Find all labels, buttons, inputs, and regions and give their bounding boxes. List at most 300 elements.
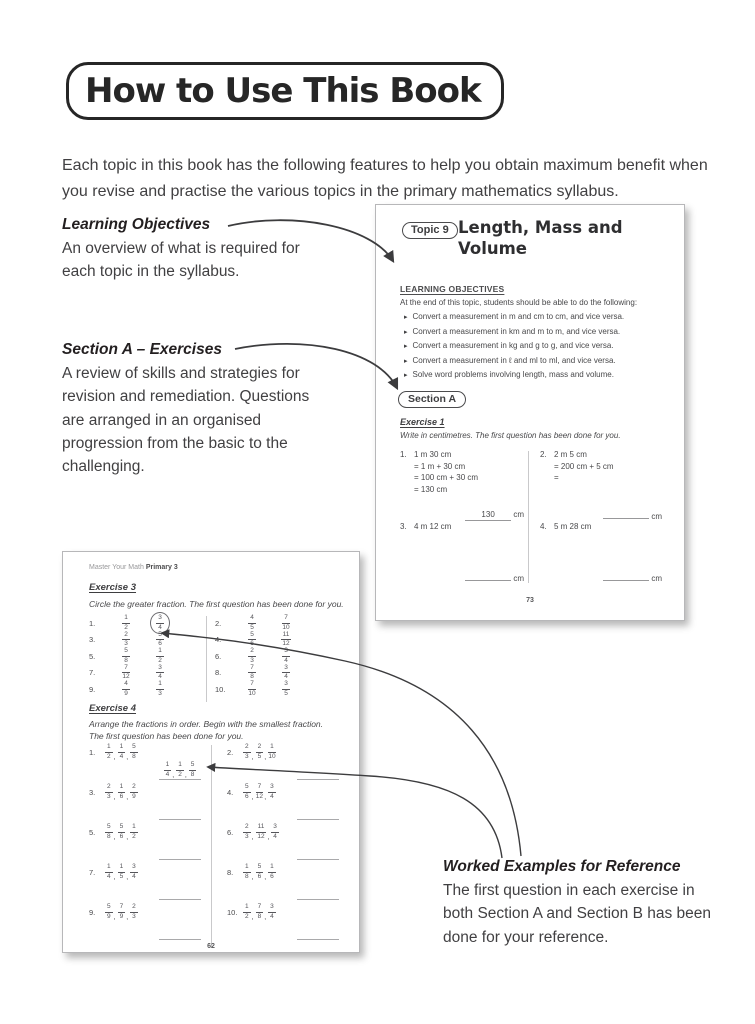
- fraction-slot: [143, 665, 177, 681]
- exercise4-question: [89, 864, 211, 904]
- exercise3-item: [215, 632, 341, 649]
- denominator: 4: [165, 770, 170, 778]
- working-line: [400, 521, 528, 533]
- fraction: [282, 615, 290, 631]
- question-row: [227, 784, 349, 800]
- numerator: 11: [256, 824, 267, 833]
- fraction-slot: [235, 681, 269, 697]
- exercise3-item: [89, 681, 207, 698]
- numerator: 7: [248, 681, 256, 690]
- exercise4-question: [89, 784, 211, 824]
- fraction: [256, 903, 267, 921]
- denominator: 8: [257, 912, 262, 920]
- column-divider: [211, 745, 212, 947]
- fraction: [122, 615, 130, 631]
- exercise4-question: [227, 744, 349, 784]
- denominator: 9: [107, 912, 111, 920]
- fraction: [118, 743, 129, 761]
- comma: ,: [251, 794, 254, 801]
- comma: ,: [251, 834, 254, 841]
- comma: ,: [264, 914, 267, 921]
- fraction-slot: [143, 648, 177, 664]
- denominator: 12: [282, 640, 290, 648]
- question-number: 4.: [540, 522, 547, 531]
- objective-text: Convert a measurement in kg and g to g, and vice versa.: [412, 341, 614, 350]
- numerator: 3: [282, 665, 290, 674]
- working-line: = 130 cm: [414, 484, 448, 494]
- exercise1-question: [400, 449, 528, 521]
- fraction: [248, 665, 256, 681]
- triangle-bullet-icon: ▸: [404, 328, 408, 336]
- comma: ,: [126, 914, 129, 921]
- question-number: 9.: [89, 684, 96, 694]
- numerator: 7: [256, 784, 264, 793]
- numerator: 3: [156, 665, 164, 674]
- fraction: [268, 864, 276, 880]
- question-number: 7.: [89, 668, 96, 678]
- denominator: 6: [245, 792, 249, 800]
- denominator: 8: [132, 752, 136, 760]
- annotation-learning-objectives: [62, 216, 312, 284]
- numerator: 2: [122, 632, 130, 641]
- numerator: 1: [105, 864, 113, 873]
- denominator: 3: [158, 689, 162, 697]
- comma: ,: [251, 914, 254, 921]
- exercise4-question: [227, 824, 349, 864]
- denominator: 12: [255, 792, 263, 800]
- fraction-list: [105, 824, 138, 840]
- numerator: 1: [118, 744, 126, 753]
- fraction-slot: [235, 665, 269, 681]
- exercise1-instructions: Write in centimetres. The first question has been done for you.: [400, 431, 621, 440]
- answer-line: [297, 778, 339, 780]
- comma: ,: [113, 794, 116, 801]
- denominator: 4: [158, 673, 162, 681]
- fraction: [243, 784, 251, 800]
- question-row: [89, 744, 211, 760]
- denominator: 9: [119, 912, 124, 920]
- fraction: [156, 665, 164, 681]
- question-number: 3.: [400, 522, 407, 531]
- numerator: 2: [243, 824, 251, 833]
- denominator: 9: [132, 792, 136, 800]
- numerator: 2: [105, 784, 113, 793]
- numerator: 1: [243, 904, 251, 913]
- numerator: 3: [130, 864, 138, 873]
- question-number: 1.: [89, 618, 96, 628]
- fraction: [255, 783, 267, 801]
- fraction: [105, 824, 113, 840]
- answer-line: [297, 858, 339, 860]
- fraction: [243, 904, 251, 920]
- fraction: [268, 904, 276, 920]
- denominator: 10: [248, 689, 256, 697]
- exercise3-item: [89, 648, 207, 665]
- annotation-section-a: [62, 341, 320, 478]
- question-text: 2 m 5 cm: [554, 450, 587, 459]
- exercise3-item: [215, 665, 341, 682]
- numerator: 5: [105, 824, 113, 833]
- question-row: [227, 864, 349, 880]
- exercise1-label: Exercise 1: [400, 417, 445, 427]
- answer-blank: [159, 818, 201, 820]
- fraction-slot: [143, 681, 177, 697]
- denominator: 5: [119, 872, 124, 880]
- question-row: [89, 864, 211, 880]
- answer-blank: 130: [465, 510, 511, 521]
- question-text: 5 m 28 cm: [554, 522, 592, 531]
- answer-blank: [159, 898, 201, 900]
- question-number: 2.: [540, 450, 547, 459]
- exercise3-items: [89, 615, 341, 698]
- numerator: 2: [130, 904, 138, 913]
- objective-text: Solve word problems involving length, mass and volume.: [412, 370, 614, 379]
- answer-blank: [465, 570, 511, 581]
- comma: ,: [126, 794, 129, 801]
- fraction-slot: [109, 632, 143, 648]
- numerator: 5: [256, 864, 264, 873]
- fraction: [156, 632, 164, 648]
- comma: ,: [251, 874, 254, 881]
- denominator: 2: [245, 912, 249, 920]
- objective-item: [404, 325, 624, 340]
- denominator: 9: [124, 689, 128, 697]
- denominator: 5: [250, 623, 254, 631]
- denominator: 5: [257, 752, 262, 760]
- numerator: 7: [282, 615, 290, 624]
- exercise4-question: [227, 784, 349, 824]
- question-number: 2.: [215, 618, 222, 628]
- working-line: [540, 449, 666, 461]
- worked-answer: [159, 762, 201, 780]
- fraction-slot: [269, 632, 303, 648]
- numerator: 2: [256, 744, 264, 753]
- numerator: 1: [105, 744, 113, 753]
- exercise3-label: Exercise 3: [89, 582, 137, 593]
- exercise3-item: [215, 648, 341, 665]
- fraction-slot: [269, 665, 303, 681]
- denominator: 8: [245, 872, 249, 880]
- fraction: [118, 903, 129, 921]
- denominator: 6: [119, 832, 124, 840]
- exercise1-question: [400, 521, 528, 583]
- running-header-level: Primary 3: [145, 564, 178, 571]
- numerator: 3: [268, 904, 276, 913]
- denominator: 3: [250, 656, 254, 664]
- answer-blank: [603, 570, 649, 581]
- page-number: 73: [526, 597, 534, 604]
- working-line: = 200 cm + 5 cm: [554, 461, 614, 471]
- fraction: [118, 863, 129, 881]
- numerator: 1: [118, 864, 126, 873]
- denominator: 3: [124, 640, 128, 648]
- fraction: [105, 744, 113, 760]
- exercise1-question: [540, 449, 666, 521]
- numerator: 1: [268, 744, 276, 753]
- numerator: 3: [282, 681, 290, 690]
- triangle-bullet-icon: ▸: [404, 357, 408, 365]
- question-number: 10.: [215, 684, 226, 694]
- working-lines: [540, 449, 666, 484]
- question-number: 1.: [89, 747, 96, 757]
- answer-line: [159, 818, 201, 820]
- numerator: 1: [268, 864, 276, 873]
- exercise4-question: [89, 904, 211, 944]
- numerator: 5: [105, 904, 113, 913]
- answer-line: [159, 938, 201, 940]
- fraction: [256, 863, 267, 881]
- comma: ,: [113, 754, 116, 761]
- objective-item: [404, 368, 624, 383]
- fraction: [122, 665, 130, 681]
- triangle-bullet-icon: ▸: [404, 343, 408, 350]
- question-row: [89, 904, 211, 920]
- question-number: 2.: [227, 747, 234, 757]
- exercise3-item: [89, 615, 207, 632]
- fraction: [282, 648, 290, 664]
- fraction: [248, 632, 256, 648]
- fraction: [130, 784, 138, 800]
- fraction: [105, 864, 113, 880]
- fraction-slot: [235, 632, 269, 648]
- denominator: 8: [107, 832, 111, 840]
- topic-badge: Topic 9: [402, 222, 458, 239]
- question-number: 4.: [227, 787, 234, 797]
- comma: ,: [126, 754, 129, 761]
- fraction: [248, 615, 256, 631]
- working-lines: [400, 521, 528, 533]
- answer-area: [540, 570, 666, 583]
- fraction-list: [105, 744, 138, 760]
- annotation-body: A review of skills and strategies for revision and remediation. Questions are arranged in an organised progression from the basic to the challenging.: [62, 365, 310, 475]
- numerator: 7: [256, 904, 264, 913]
- exercise4-question: [89, 824, 211, 864]
- numerator: 5: [189, 762, 197, 771]
- objective-text: Convert a measurement in m and cm to cm, and vice versa.: [412, 312, 625, 321]
- numerator: 5: [243, 784, 251, 793]
- fraction: [268, 744, 276, 760]
- answer-blank: [297, 898, 339, 900]
- running-header: [89, 564, 178, 571]
- fraction: [243, 744, 251, 760]
- denominator: 10: [268, 752, 276, 760]
- comma: ,: [113, 834, 116, 841]
- denominator: 10: [282, 623, 290, 631]
- fraction-slot: [109, 681, 143, 697]
- denominator: 4: [132, 872, 136, 880]
- numerator: 1: [164, 762, 172, 771]
- fraction-slot: [109, 615, 143, 631]
- working-line: = 100 cm + 30 cm: [414, 473, 479, 482]
- denominator: 8: [190, 770, 195, 778]
- exercise3-item: [215, 681, 341, 698]
- numerator: 3: [156, 615, 164, 624]
- fraction: [130, 864, 138, 880]
- exercise4-items: [89, 744, 349, 944]
- comma: ,: [264, 874, 267, 881]
- question-row: [227, 744, 349, 760]
- denominator: 6: [257, 872, 262, 880]
- exercise1-question: [540, 521, 666, 583]
- answer-line: [297, 898, 339, 900]
- numerator: 3: [271, 824, 279, 833]
- answer-blank: [297, 938, 339, 940]
- exercise3-item: [89, 632, 207, 649]
- numerator: 7: [118, 904, 126, 913]
- fraction: [271, 824, 279, 840]
- objective-item: [404, 354, 624, 369]
- comma: ,: [264, 754, 267, 761]
- denominator: 2: [107, 752, 111, 760]
- answer-line: [297, 818, 339, 820]
- numerator: 1: [130, 824, 138, 833]
- denominator: 8: [124, 656, 128, 664]
- numerator: 4: [248, 615, 256, 624]
- fraction: [122, 632, 130, 648]
- answer-blank: [159, 858, 201, 860]
- sample-page-73: [375, 204, 685, 621]
- fraction: [268, 784, 276, 800]
- numerator: 1: [118, 784, 126, 793]
- comma: ,: [126, 874, 129, 881]
- denominator: 6: [119, 792, 124, 800]
- numerator: 5: [156, 632, 164, 641]
- numerator: 1: [243, 864, 251, 873]
- question-number: 3.: [89, 635, 96, 645]
- exercise3-item: [89, 665, 207, 682]
- question-row: [227, 904, 349, 920]
- fraction: [164, 761, 175, 779]
- comma: ,: [184, 772, 187, 779]
- objective-text: Convert a measurement in km and m to m, and vice versa.: [412, 326, 621, 336]
- numerator: 2: [248, 648, 256, 657]
- annotation-heading: Section A – Exercises: [62, 341, 222, 358]
- fraction: [130, 744, 138, 760]
- fraction-slot: [235, 615, 269, 631]
- numerator: 4: [122, 681, 130, 690]
- numerator: 3: [268, 784, 276, 793]
- question-row: [89, 824, 211, 840]
- answer-blank: [159, 938, 201, 940]
- comma: ,: [113, 914, 116, 921]
- fraction-list: [105, 784, 138, 800]
- fraction: [176, 762, 184, 778]
- learning-objectives-intro: At the end of this topic, students should be able to do the following:: [400, 298, 638, 307]
- exercise4-question: [89, 744, 211, 784]
- denominator: 4: [270, 912, 274, 920]
- objective-item: [404, 310, 624, 325]
- fraction: [248, 681, 256, 697]
- fraction-list: [105, 904, 138, 920]
- exercise4-question: [227, 904, 349, 944]
- answer-blank: [297, 778, 339, 780]
- question-number: 5.: [89, 827, 96, 837]
- answer-blank: [297, 858, 339, 860]
- comma: ,: [267, 834, 270, 841]
- fraction: [130, 824, 138, 840]
- denominator: 2: [158, 656, 162, 664]
- objective-item: [404, 339, 624, 354]
- denominator: 4: [158, 623, 162, 631]
- learning-objectives-list: [404, 310, 624, 383]
- denominator: 4: [270, 792, 274, 800]
- answer-area: [400, 510, 528, 521]
- question-number: 5.: [89, 651, 96, 661]
- fraction: [156, 681, 164, 697]
- fraction-slot: [269, 681, 303, 697]
- annotation-worked-examples: [443, 858, 715, 949]
- fraction-slot: [109, 665, 143, 681]
- fraction: [282, 665, 290, 681]
- section-a-badge: Section A: [398, 391, 466, 408]
- working-lines: [540, 521, 666, 533]
- annotation-body: The first question in each exercise in both Section A and Section B has been done for your reference.: [443, 882, 712, 946]
- question-text: 4 m 12 cm: [414, 522, 452, 531]
- question-number: 7.: [89, 867, 96, 877]
- topic-title: Length, Mass and Volume: [458, 218, 623, 259]
- exercise4-question: [227, 864, 349, 904]
- denominator: 4: [273, 832, 277, 840]
- annotation-body: An overview of what is required for each topic in the syllabus.: [62, 240, 300, 281]
- numerator: 1: [176, 762, 184, 771]
- page-title: [66, 62, 504, 120]
- triangle-bullet-icon: ▸: [404, 314, 408, 321]
- sample-page-62: [62, 551, 360, 953]
- question-number: 3.: [89, 787, 96, 797]
- numerator: 1: [156, 681, 164, 690]
- fraction-slot: [235, 648, 269, 664]
- unit-label: cm: [649, 574, 662, 583]
- answer-line: [159, 778, 201, 780]
- numerator: 5: [130, 744, 138, 753]
- numerator: 11: [281, 632, 292, 641]
- fraction: [118, 823, 129, 841]
- numerator: 7: [122, 665, 130, 674]
- unit-label: cm: [511, 574, 524, 583]
- numerator: 1: [122, 615, 130, 624]
- fraction-list: [243, 904, 276, 920]
- question-number: 10.: [227, 907, 238, 917]
- fraction: [156, 648, 164, 664]
- denominator: 2: [178, 770, 182, 778]
- denominator: 12: [122, 673, 130, 681]
- question-number: 6.: [227, 827, 234, 837]
- question-row: [227, 824, 349, 840]
- fraction: [243, 824, 251, 840]
- column-divider: [528, 451, 529, 583]
- working-line: [400, 449, 528, 461]
- fraction-slot: [109, 648, 143, 664]
- fraction-list: [243, 784, 276, 800]
- exercise4-instructions: [89, 719, 323, 743]
- denominator: 3: [132, 912, 136, 920]
- numerator: 5: [122, 648, 130, 657]
- denominator: 4: [284, 656, 288, 664]
- question-number: 8.: [215, 668, 222, 678]
- denominator: 4: [284, 673, 288, 681]
- denominator: 6: [158, 640, 162, 648]
- fraction: [130, 904, 138, 920]
- unit-label: cm: [649, 512, 662, 521]
- unit-label: cm: [511, 510, 524, 519]
- annotation-heading: Worked Examples for Reference: [443, 858, 681, 875]
- numerator: 7: [248, 665, 256, 674]
- denominator: 3: [245, 752, 249, 760]
- fraction: [243, 864, 251, 880]
- working-line: [540, 521, 666, 533]
- question-number: 9.: [89, 907, 96, 917]
- denominator: 5: [284, 689, 288, 697]
